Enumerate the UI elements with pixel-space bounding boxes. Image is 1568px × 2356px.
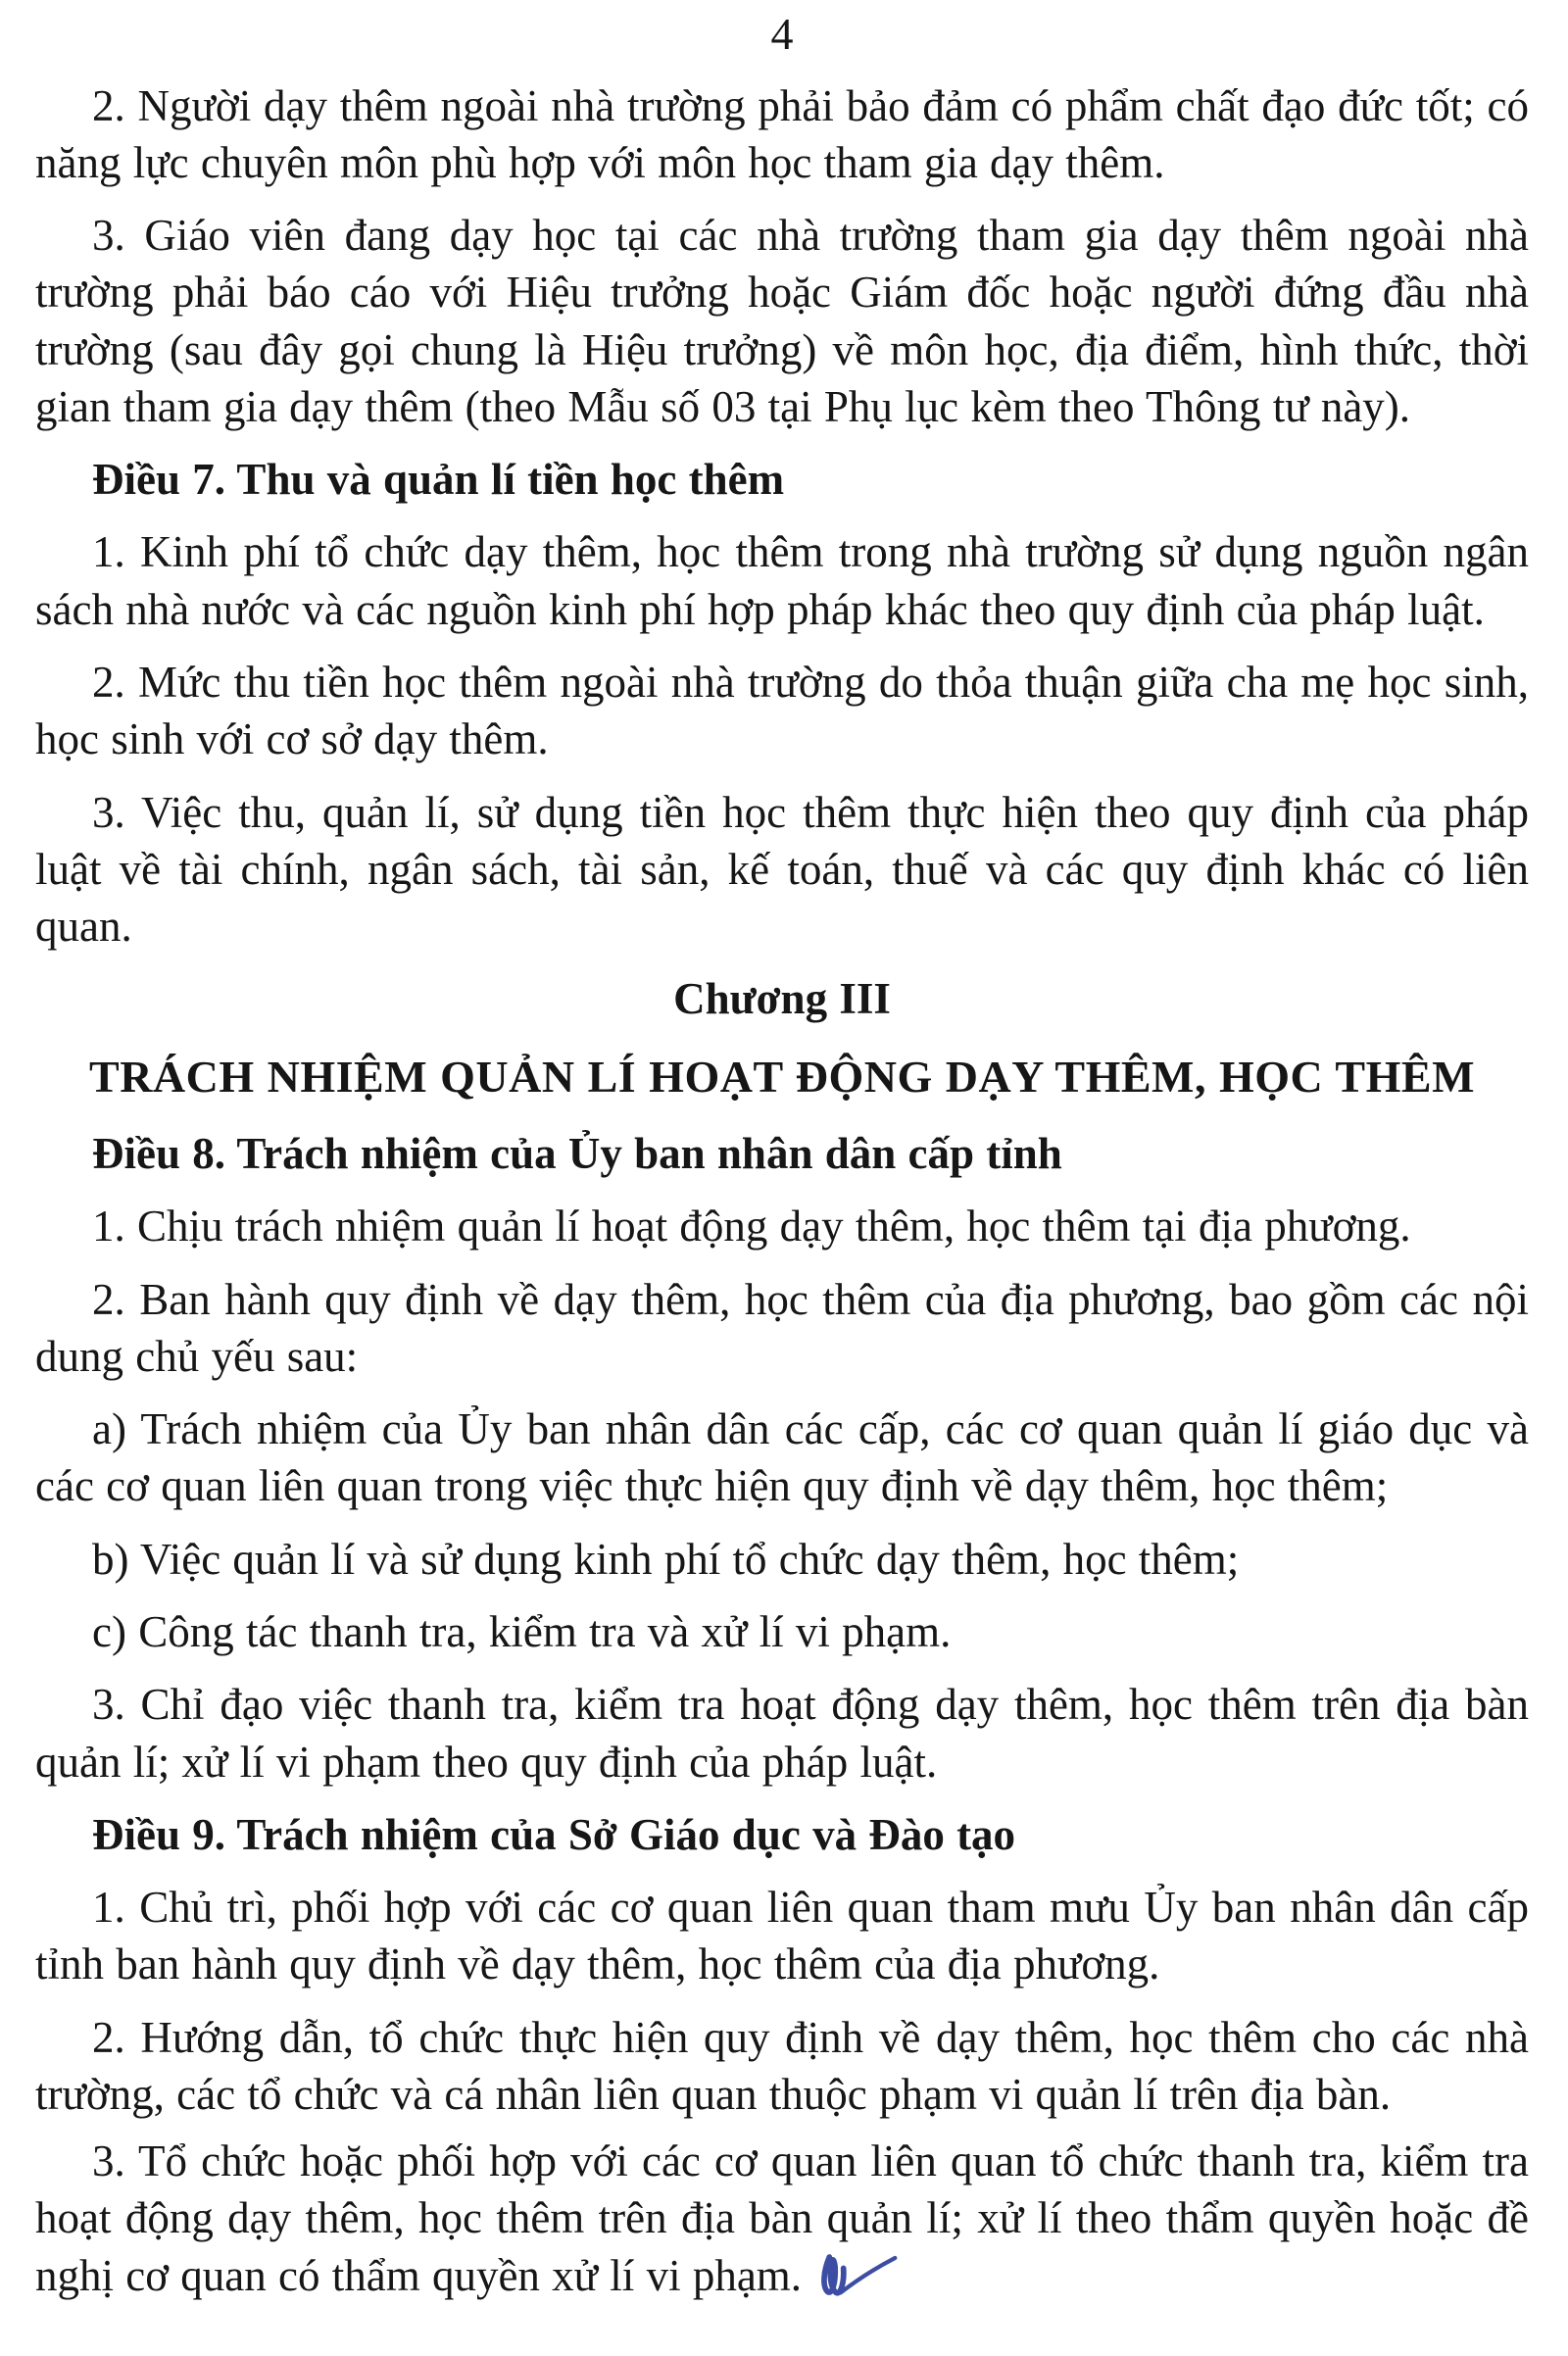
paragraph [35, 2133, 1529, 2308]
paragraph: 1. Chủ trì, phối hợp với các cơ quan liên quan tham mưu Ủy ban nhân dân cấp tỉnh ban hành quy định về dạy thêm, học thêm của địa phương. [35, 1883, 1529, 1989]
paragraph: 2. Mức thu tiền học thêm ngoài nhà trường do thỏa thuận giữa cha mẹ học sinh, học sinh với cơ sở dạy thêm. [35, 657, 1529, 764]
paragraph: 1. Kinh phí tổ chức dạy thêm, học thêm trong nhà trường sử dụng nguồn ngân sách nhà nước và các nguồn kinh phí hợp pháp khác theo quy định của pháp luật. [35, 527, 1529, 634]
paragraph: a) Trách nhiệm của Ủy ban nhân dân các cấp, các cơ quan quản lí giáo dục và các cơ quan liên quan trong việc thực hiện quy định về dạy thêm, học thêm; [35, 1404, 1529, 1511]
article-heading: Điều 8. Trách nhiệm của Ủy ban nhân dân cấp tỉnh [92, 1129, 1062, 1179]
paragraph: 1. Chịu trách nhiệm quản lí hoạt động dạy thêm, học thêm tại địa phương. [92, 1202, 1411, 1252]
article-heading: Điều 9. Trách nhiệm của Sở Giáo dục và Đào tạo [92, 1809, 1016, 1859]
paragraph: 2. Ban hành quy định về dạy thêm, học thêm của địa phương, bao gồm các nội dung chủ yếu sau: [35, 1274, 1529, 1381]
paragraph: b) Việc quản lí và sử dụng kinh phí tổ chức dạy thêm, học thêm; [92, 1534, 1240, 1584]
paragraph: 3. Việc thu, quản lí, sử dụng tiền học thêm thực hiện theo quy định của pháp luật về tài chính, ngân sách, tài sản, kế toán, thuế và các quy định khác có liên quan. [35, 787, 1529, 952]
pen-checkmark-icon [815, 2249, 900, 2308]
paragraph: 2. Người dạy thêm ngoài nhà trường phải bảo đảm có phẩm chất đạo đức tốt; có năng lực chuyên môn phù hợp với môn học tham gia dạy thêm. [35, 80, 1529, 187]
paragraph: 3. Giáo viên đang dạy học tại các nhà trường tham gia dạy thêm ngoài nhà trường phải báo cáo với Hiệu trưởng hoặc Giám đốc hoặc người đứng đầu nhà trường (sau đây gọi chung là Hiệu trưởng) về môn học, địa điểm, hình thức, thời gian tham gia dạy thêm (theo Mẫu số 03 tại Phụ lục kèm theo Thông tư này). [35, 211, 1529, 431]
paragraph: 3. Chỉ đạo việc thanh tra, kiểm tra hoạt động dạy thêm, học thêm trên địa bàn quản lí; xử lí vi phạm theo quy định của pháp luật. [35, 1680, 1529, 1787]
page-number: 4 [770, 9, 794, 59]
chapter-label: Chương III [673, 974, 891, 1024]
article-heading: Điều 7. Thu và quản lí tiền học thêm [92, 455, 785, 505]
paragraph: c) Công tác thanh tra, kiểm tra và xử lí vi phạm. [92, 1607, 952, 1656]
paragraph-text: 3. Tổ chức hoặc phối hợp với các cơ quan liên quan tổ chức thanh tra, kiểm tra hoạt động dạy thêm, học thêm trên địa bàn quản lí; xử lí theo thẩm quyền hoặc đề nghị cơ quan có thẩm quyền xử lí vi phạm. [35, 2136, 1529, 2300]
chapter-title: TRÁCH NHIỆM QUẢN LÍ HOẠT ĐỘNG DẠY THÊM, HỌC THÊM [89, 1051, 1475, 1102]
paragraph: 2. Hướng dẫn, tổ chức thực hiện quy định về dạy thêm, học thêm cho các nhà trường, các tổ chức và cá nhân liên quan thuộc phạm vi quản lí trên địa bàn. [35, 2012, 1529, 2119]
